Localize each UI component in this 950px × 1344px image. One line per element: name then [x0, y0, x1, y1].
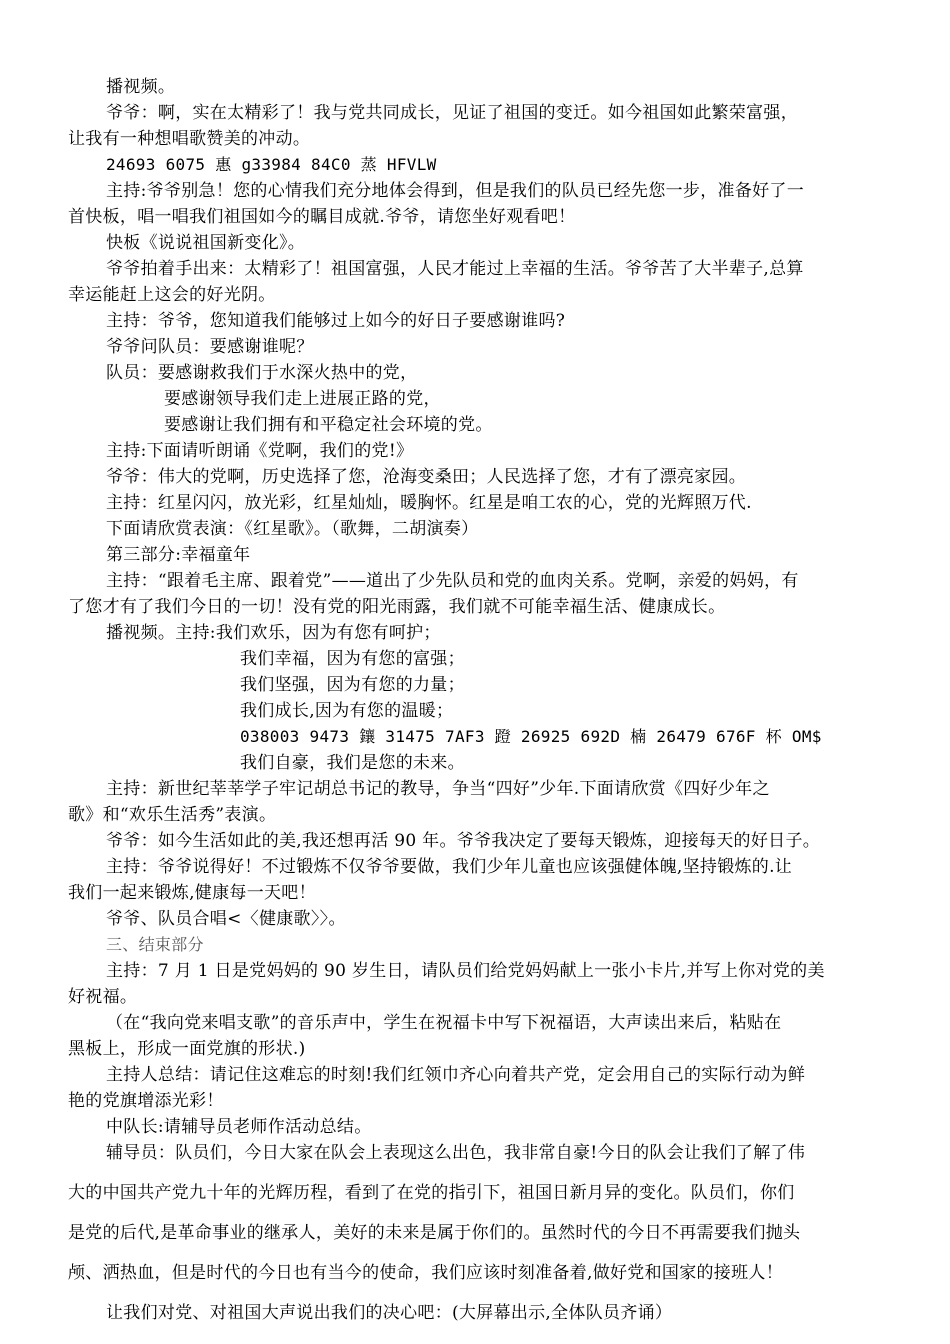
section-heading: 三、结束部分	[106, 935, 204, 954]
text-line: 好祝福。	[68, 987, 138, 1007]
text-line: 艳的党旗增添光彩！	[68, 1091, 224, 1111]
text-line: 我们坚强，因为有您的力量；	[240, 675, 465, 695]
section-heading: 第三部分:幸福童年	[106, 545, 251, 565]
text-line: 让我有一种想唱歌赞美的冲动。	[68, 129, 311, 149]
text-line: 队员：要感谢救我们于水深火热中的党，	[106, 363, 418, 383]
text-line: 038003 9473 鑲 31475 7AF3 蹬 26925 692D 楠 26479 676F 杯 OM$	[240, 727, 822, 746]
text-line: 首快板，唱一唱我们祖国如今的瞩目成就.爷爷，请您坐好观看吧！	[68, 207, 576, 227]
text-line: 颅、洒热血，但是时代的今日也有当今的使命，我们应该时刻准备着,做好党和国家的接班人！	[68, 1263, 784, 1283]
text-line: 我们自豪，我们是您的未来。	[240, 753, 465, 773]
text-line: 主持:爷爷别急！您的心情我们充分地体会得到，但是我们的队员已经先您一步，准备好了一	[106, 181, 805, 201]
text-line: 要感谢让我们拥有和平稳定社会环境的党。	[164, 415, 493, 435]
text-line: 中队长:请辅导员老师作活动总结。	[106, 1117, 372, 1137]
text-line: 主持：红星闪闪，放光彩，红星灿灿，暖胸怀。红星是咱工农的心，党的光辉照万代.	[106, 493, 752, 513]
text-line: 主持：新世纪莘莘学子牢记胡总书记的教导，争当“四好”少年.下面请欣赏《四好少年之	[106, 779, 770, 799]
text-line: 黑板上，形成一面党旗的形状.)	[68, 1039, 306, 1059]
text-line: 主持：爷爷说得好！不过锻炼不仅爷爷要做，我们少年儿童也应该强健体魄,坚持锻炼的.让	[106, 857, 793, 877]
text-line: 主持：“跟着毛主席、跟着党”——道出了少先队员和党的血肉关系。党啊，亲爱的妈妈，有	[106, 571, 799, 591]
text-line: 是党的后代,是革命事业的继承人，美好的未来是属于你们的。虽然时代的今日不再需要我们抛头	[68, 1223, 801, 1243]
text-line: 爷爷：啊，实在太精彩了！我与党共同成长，见证了祖国的变迁。如今祖国如此繁荣富强，	[106, 103, 798, 123]
text-line: 爷爷：伟大的党啊，历史选择了您，沧海变桑田；人民选择了您，才有了漂亮家园。	[106, 467, 747, 487]
text-line: 主持:下面请听朗诵《党啊，我们的党!》	[106, 441, 414, 461]
text-line: 幸运能赶上这会的好光阴。	[68, 285, 276, 305]
text-line: 播视频。主持:我们欢乐，因为有您有呵护；	[106, 623, 441, 643]
text-line: 辅导员：队员们，今日大家在队会上表现这么出色，我非常自豪!今日的队会让我们了解了伟	[106, 1143, 806, 1163]
text-line: 主持人总结：请记住这难忘的时刻!我们红领巾齐心向着共产党，定会用自己的实际行动为鲜	[106, 1065, 806, 1085]
text-line: 爷爷：如今生活如此的美,我还想再活 90 年。爷爷我决定了要每天锻炼，迎接每天的好日子。	[106, 831, 821, 851]
text-line: （在“我向党来唱支歌”的音乐声中，学生在祝福卡中写下祝福语，大声读出来后，粘贴在	[106, 1013, 782, 1033]
text-line: 主持：7 月 1 日是党妈妈的 90 岁生日，请队员们给党妈妈献上一张小卡片,并写上你对党的美	[106, 961, 825, 981]
text-line: 24693 6075 惠 g33984 84C0 蒸 HFVLW	[106, 155, 437, 174]
text-line: 主持：爷爷，您知道我们能够过上如今的好日子要感谢谁吗?	[106, 311, 566, 331]
text-line: 我们幸福，因为有您的富强；	[240, 649, 465, 669]
text-line: 我们成长,因为有您的温暖；	[240, 701, 454, 721]
text-line: 了您才有了我们今日的一切！没有党的阳光雨露，我们就不可能幸福生活、健康成长。	[68, 597, 726, 617]
text-line: 歌》和“欢乐生活秀”表演。	[68, 805, 277, 825]
text-line: 播视频。	[106, 77, 176, 97]
text-line: 爷爷、队员合唱<〈健康歌〉〉。	[106, 909, 346, 929]
text-line: 快板《说说祖国新变化》。	[106, 233, 306, 253]
text-line: 要感谢领导我们走上进展正路的党，	[164, 389, 441, 409]
text-line: 爷爷问队员：要感谢谁呢？	[106, 337, 314, 357]
text-line: 我们一起来锻炼,健康每一天吧！	[68, 883, 316, 903]
text-line: 下面请欣赏表演：《红星歌》。（歌舞，二胡演奏）	[106, 519, 479, 539]
text-line: 爷爷拍着手出来：太精彩了！祖国富强，人民才能过上幸福的生活。爷爷苦了大半辈子,总算	[106, 259, 804, 279]
text-line: 大的中国共产党九十年的光辉历程，看到了在党的指引下，祖国日新月异的变化。队员们，你们	[68, 1183, 795, 1203]
text-line: 让我们对党、对祖国大声说出我们的决心吧：(大屏幕出示,全体队员齐诵）	[106, 1303, 673, 1323]
